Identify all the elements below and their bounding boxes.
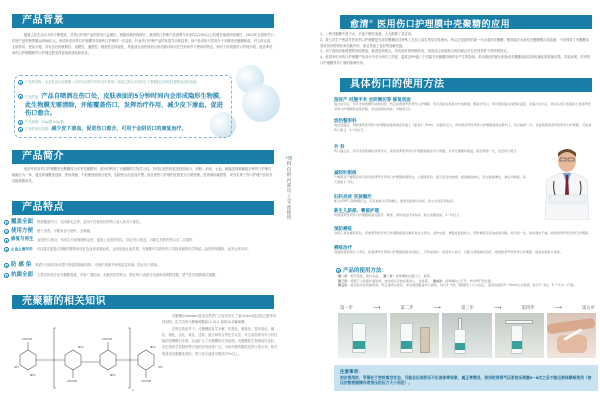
usage-text: 产褥期及产褥期后均可使用愈清®医用伤口护理膜喷洒患处，大腿等部位，配合适当的按摩，促进瘢痕软化，防止瘢痕增生，减轻针眼痕，每天喷涂1~2次。 [334, 175, 526, 184]
sugar-ring [100, 350, 116, 370]
step-label: 第二步： [383, 274, 396, 278]
arrow-circle-icon [4, 238, 9, 243]
section-header-chitosan [12, 295, 274, 309]
label-ch2oh: CH₂OH [141, 379, 152, 383]
usage-text: 用愈清®医用伤口护理膜喷洒在脐部、臀部，预防或治疗尿布疹，防止细菌感染，1~2次/天。 [334, 213, 463, 217]
bracket-left [54, 328, 56, 388]
section-header-usage [340, 78, 592, 92]
chitosan-text [162, 313, 278, 357]
info-label: 产品规格： [25, 120, 42, 124]
usage-heading: 减轻针眼痕 [334, 171, 357, 176]
usage-text: 配合LEEP刀等物理疗法，可有效减少宫颈糜烂，缩短创面愈合时间，防止出现宫颈粘连。 [334, 199, 456, 203]
step-2-label: 第二步 [400, 306, 414, 311]
section-title: 具体伤口的使用方法 [350, 79, 445, 90]
arrow-circle-icon [18, 127, 23, 132]
usage-text: 清洁创面后，用愈清®医用伤口护理膜直接喷洒在伤面上（距离2~3cm），如面积过大，再用愈清®医用伤口护理膜喷洒在敷料上，每日换药一次，直接喷洒愈清®医用伤口护理膜，可加速伤口愈合，1~2次/天。 [334, 123, 592, 132]
section-header-features [12, 201, 274, 215]
arrow-right-icon: ⟶ [554, 305, 562, 311]
usage-text: 缝合完毕后，用手术常规操作消毒创面，然后将愈清®医用伤口护理膜，用手直接在局部均匀地喷洒，覆盖好创口，用可吸收缝合线剪取适量，见缝合完毕后，再在其创口表面涂上愈清®医用伤口护理膜形成保护膜，术后换药时喷涂，早晚各1次。 [334, 102, 591, 111]
notes-box [334, 365, 598, 391]
usage-heading: 剖宫产 经腹手术 会阴侧切等 修复创面 [334, 98, 411, 103]
intro-paragraph: 愈清®医用伤口护理膜是壳聚糖成为本发性聚膜剂，更好的利用了壳聚糖的生物学习性，具有抗创伤的促进创面愈合，消肿、消炎、止血、镇痛及抑制瘢痕多种伤口护理功能融合为一体，通过喷涌覆盖创面，使用简便，不但便创面愈合更快，创面愈合后更加平整，而且使伤口护理的过程更为方便快捷，患者减轻痛感等，成为实现了伤口护理产品的多功能和简单化。 [12, 167, 273, 183]
feature-label: 抗菌全面 [11, 272, 34, 278]
bracket-right [128, 328, 130, 388]
usage-heading: 褥疮治疗 [334, 246, 352, 251]
arrow-circle-icon [18, 120, 23, 125]
feature-item [4, 262, 274, 268]
step-5-photo [547, 313, 596, 358]
info-label: 产品的结构： [25, 80, 45, 84]
step-5-label: 第五步 [582, 306, 595, 311]
application-item: 2、我公司生产愈清®医用伤口护理膜是先将壳聚糖经过特殊工艺加工成生物学活性液体，所以它是更好的新一代水溶性壳聚糖。既然能在水溶性壳聚糖整合成溶液，不但保持了壳聚糖本身所具有的特性和功能作用，而且具备了良好的溶解性能。 [320, 37, 590, 48]
step-3-label: 第三步 [461, 306, 474, 311]
step-label: 第四步： [432, 278, 446, 283]
info-text: 本品是由从壳聚糖（由甲壳动物中的外壳中提取）经脱乙酰反应后的几丁聚糖经过高科技提炼而成的溶液。 [44, 80, 200, 84]
step-text: 按压前对着创面喷涂，用后将喷头收回，单次喷洒覆盖伤口面积，每日3~5次（根据伤口大小而定），距离创面约5~10cm左右喷洒，每日2~3次，3~7天为一疗程。 [350, 283, 577, 288]
usage-heading: 外 科 [334, 145, 345, 150]
crossed-arms [549, 195, 585, 203]
feature-item [4, 272, 274, 278]
feature-text: 可以通过促进红细胞的聚集和成红色血栓或凝血块，达到迅速止血效果，壳聚糖可以吸收伤口导致疼痛的化学物质—血管舒缓激肽，起到止疼作用。 [36, 247, 251, 251]
feature-label: 防 感 染 [11, 262, 32, 268]
usage-heading: 妇科炎症 宫颈糜烂 [334, 195, 372, 200]
feature-label: 修复与再生 [11, 237, 34, 242]
usage-heading: 预防褥疮 [334, 227, 352, 232]
chitosan-structure-diagram [10, 320, 165, 395]
step-text: 拆开包装，取出本品。 [350, 274, 382, 278]
label-oh: OH [14, 365, 19, 369]
application-item: 3、用于创面后能缓慢的创面感染，促进创面愈合，具有较好的抑菌作用，具备适合创面愈合的创面且可在任何条件下使用的特点。 [320, 49, 511, 54]
arrow-right-icon: ⟶ [433, 305, 441, 311]
feature-item [4, 246, 274, 252]
arrow-circle-icon [4, 273, 9, 278]
step-4-label: 第四步 [521, 306, 535, 311]
info-text: 减少皮下渗血，促进伤口愈合，可用于会阴切口的康复治疗。 [51, 126, 187, 132]
label-ch2oh: CH₂OH [67, 379, 78, 383]
label-nh2: NH₂ [30, 373, 36, 377]
method-title-text: 产品的使用方法： [343, 268, 388, 274]
step-text: 将喷嘴装在瓶口上，旋紧。 [395, 274, 433, 278]
step-1-photo [338, 313, 387, 358]
feature-item [4, 228, 274, 234]
info-item-performance [18, 93, 226, 119]
label-oh: OH [158, 365, 163, 369]
section-header-application: 愈清® 医用伤口护理膜中壳聚糖的应用 [340, 15, 592, 29]
step-label: 第三步： [338, 278, 351, 283]
arrow-circle-icon [4, 263, 9, 268]
usage-heading: 烧伤整形科 [334, 119, 357, 124]
feature-text: 促进伤口愈合，具有生长和细胞的活化，促进上皮组织再生，防止伤口粘连，对新生皮肤的伤口无二次损伤 [37, 238, 193, 242]
sugar-ring [20, 350, 36, 370]
feature-label: 使用方便 [11, 228, 34, 234]
step-text: 将喷嘴向上打开，转动90°的位置。 [445, 278, 494, 283]
section-header-background [12, 14, 274, 28]
label-ch2oh: CH₂OH [22, 337, 33, 341]
section-title: 产品特点 [22, 202, 64, 213]
sugar-ring [65, 350, 81, 370]
step-text: 将瓶子上的保护盖取掉，按住喷头安装在瓶身上，并旋紧。 [350, 278, 431, 283]
arrow-circle-icon [4, 220, 9, 225]
label-nh2: NH₂ [78, 345, 84, 349]
bubble-decoration [242, 84, 280, 122]
brand-name: 愈清 [350, 20, 370, 30]
info-item-structure [18, 79, 226, 85]
info-label: 产品的适用范围： [25, 127, 52, 131]
step-3-photo [442, 313, 491, 358]
usage-text: 对病人易发褥疮部位，用愈清®医用伤口护理膜喷洒在褥疮易发生部位，保护皮肤，增强皮肤抵抗力，预防褥疮及其他皮肤问题。每天喷一次，保持清洁干燥，喷洒愈清®医用伤口护理膜。 [334, 231, 591, 235]
chitosan-paragraph: 在特定的条件下，壳聚糖能发生水解、烷基化、酰基化、羧甲基化、磺化、硝化、卤化、氧化、还原、缩合和络合等化学反应，可生成各种具有不同性能的壳聚糖衍生物，从而扩大了壳聚糖的应用范围。壳聚糖的生物相容性良好，在生物医学及制药等方面的应用前景广泛，可用作缓伤敷料及伤口愈合剂，相关报道用壳聚糖处理后，伤口愈合速度可提高75%以上。 [162, 326, 278, 356]
internal-use-note: *资料仅供内部员工交流使用 [285, 157, 293, 222]
label-nh2: NH₂ [150, 345, 156, 349]
arrow-circle-icon [18, 94, 23, 99]
label-ch2oh: CH₂OH [102, 337, 113, 341]
label-nh2: NH₂ [110, 373, 116, 377]
feature-text: 便于清洗，可随身自行使用，无刺激。 [37, 229, 94, 233]
step-1-label: 第一步 [340, 306, 353, 311]
feature-label: 止血止痛作用 [11, 247, 33, 251]
info-text: 20g/瓶 30g/瓶 [41, 120, 64, 124]
step-4-photo [495, 313, 544, 358]
section-title: 医用伤口护理膜中壳聚糖的应用 [377, 20, 511, 30]
arrow-circle-icon [4, 247, 9, 252]
feature-text: 主要有效成分是壳聚糖溶液，具有广谱抗菌、无耐药性的特点，喷在伤口表面后迅速形成吸附性膜，透气性好的隔离抗菌膜。 [37, 273, 219, 277]
usage-text: 创面按常规清洁干净后，将愈清®医用伤口护理膜喷洒在创面上，可形成保护，促进伤口愈合，可配合常规换药治疗，喷洒愈清®医用伤口护理膜，提高创面愈合速度。 [334, 250, 563, 254]
step-label: 第一步： [338, 274, 351, 278]
info-item-spec [18, 119, 226, 124]
notes-text: 初次使用时，导管处于密封真空状态，可能会出现挤压不出液体等现象，属正常情况，使用时须将气压泵按压刺激6~8次之后才能出液体顺畅使用（按压次数根据操作者按压的压力大小而定）。 [340, 375, 592, 386]
application-item: 4、愈清®医用伤口护理膜产品设计中充分研究了浓度、温度及PH值三个因素对壳聚糖抑菌作用产生的影响，采用最佳的配比制备成壳聚糖溶液以获取最佳的抑菌效果。实验表明，医用伤口护理膜具有广谱的抑菌作用。 [320, 55, 591, 65]
arrow-circle-icon [4, 229, 9, 234]
background-paragraph: 随着人民生活水平的不断提高，对伤口护理产品的需求日益增长。根据权威机构统计，我国伤口护理产品消费今年来均以25%以上的增长速度持续增长，2012年全国的伤口护理产品的销售额达到80亿元。愈清®医用伤口护理膜对传统伤口护理的一次变革，代表伤口护理产品的发展方向和趋势，该产品采用天然高分子多糖类壳聚糖制成，对人体无毒，无副作用，使用方便，具有良好的吸附性、成膜性、通透性、吸湿性及保湿性，具备适合创伤面愈合的创面环境可在任何条件下使用的特点，相对于传统的伤口护理手段，愈清®医用伤口护理膜使伤口护理过程变得更加的简化和优化。 [12, 33, 274, 55]
arrow-right-icon: ⟶ [494, 305, 502, 311]
feature-item [4, 237, 274, 243]
section-title: 壳聚糖的相关知识 [22, 296, 106, 307]
info-text: 产品自喷洒在伤口处，皮肤表面的5分钟时间内会形成隐形生物膜，此生物膜无需清除，并能覆盖伤口，发挥治疗作用，减少皮下渗血，促进伤口愈合。 [25, 93, 226, 117]
label-n: n [132, 388, 134, 392]
step-labels-row [340, 305, 595, 311]
usage-text: 伤口缝合后，用手术常规操作消毒伤口，将愈清®医用伤口护理膜喷洒在伤口周围，并用无菌敷料覆盖，隔日喷洒一次，直至伤口愈合。 [334, 149, 520, 153]
arrow-right-icon: ⟶ [373, 305, 381, 311]
application-list [320, 32, 592, 67]
feature-text: 喷洒覆盖伤口，无间隙无边界，适用于任意形状的伤口及人体各个部位。 [37, 220, 143, 224]
info-label: 产品性能： [25, 95, 42, 99]
method-steps-text [338, 274, 596, 288]
feature-text: 喷洒于创面后形成透气保湿的隔离结构，可保护创面并形成湿性环境，防止伤口感染。 [35, 263, 161, 267]
feature-item [4, 219, 274, 225]
sugar-ring [138, 350, 154, 370]
step-label: 第五步： [338, 283, 351, 288]
step-photos [338, 313, 596, 358]
section-header-intro [12, 150, 274, 164]
section-title: 产品简介 [22, 151, 64, 162]
application-item: 1、一般壳聚糖不溶于水，只溶于酸性溶液，大大限制了其应用。 [320, 32, 415, 36]
section-title: 产品背景 [22, 15, 64, 26]
arrow-circle-icon [18, 80, 23, 85]
chitosan-paragraph: 壳聚糖(chitosan)是由自然界广泛存在的几丁质(chitin)经过脱乙酰作用得到的，化学名称为聚葡萄糖胺(1-4)-2-氨基-B-D葡萄糖。 [162, 314, 277, 325]
feature-label: 覆盖全面 [11, 219, 34, 225]
doctor-image [537, 145, 597, 220]
usage-heading: 新生儿脐部、臀部护理 [334, 209, 379, 214]
notes-title: 注意事项： [340, 370, 363, 375]
arrow-circle-icon [336, 268, 341, 273]
method-title [336, 266, 387, 274]
step-2-photo [390, 313, 439, 358]
info-item-scope [18, 126, 226, 132]
